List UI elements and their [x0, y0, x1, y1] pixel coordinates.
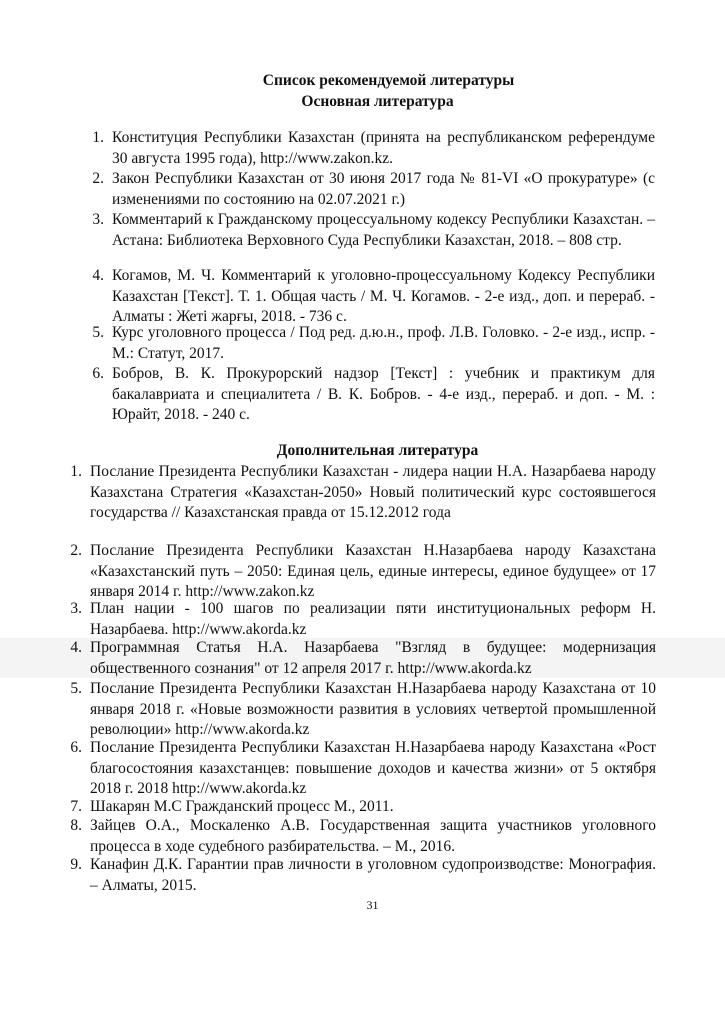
references-heading: Список рекомендуемой литературы	[262, 72, 515, 89]
item-number: 3.	[92, 211, 104, 228]
item-text: Шакарян М.С Гражданский процесс М., 2011.	[90, 798, 394, 815]
item-text: Канафин Д.К. Гарантии прав личности в уголовном судопроизводстве: Монография. – Алматы, 2015.	[90, 856, 656, 894]
list-item	[0, 638, 725, 678]
item-text: Когамов, М. Ч. Комментарий к уголовно-процессуальному Кодексу Республики Казахстан [Текст]. Т. 1. Общая часть / М. Ч. Когамов. - 2-е изд., доп. и перераб. - Алматы : Жеті жарғы, 2018. - 736 с.	[112, 267, 655, 325]
item-number: 9.	[70, 856, 82, 873]
item-text: Послание Президента Республики Казахстан - лидера нации Н.А. Назарбаева народу Казахстана Стратегия «Казахстан-2050» Новый политический курс состоявшегося государства // Казахстанская правда от 15.12.2012 года	[90, 463, 656, 521]
item-text: Послание Президента Республики Казахстан Н.Назарбаева народу Казахстана «Казахстанский путь – 2050: Единая цель, единые интересы, единое будущее» от 17 января 2014 г. http://www.zakon.kz	[90, 542, 656, 600]
item-text: Послание Президента Республики Казахстан Н.Назарбаева народу Казахстана от 10 января 2018 г. «Новые возможности развития в условиях четвертой промышленной революции» http://www.akorda.kz	[90, 680, 656, 738]
item-number: 7.	[70, 798, 82, 815]
item-number: 1.	[70, 463, 82, 480]
item-text: Послание Президента Республики Казахстан Н.Назарбаева народу Казахстана «Рост благосостояния казахстанцев: повышение доходов и качества жизни» от 5 октября 2018 г. 2018 http://www.akorda.kz	[90, 739, 656, 797]
item-number: 1.	[92, 129, 104, 146]
item-text: План нации - 100 шагов по реализации пяти институциональных реформ Н. Назарбаева. http://www.akorda.kz	[90, 600, 656, 638]
item-text: Курс уголовного процесса / Под ред. д.ю.н., проф. Л.В. Головко. - 2-е изд., испр. - М.: Статут, 2017.	[112, 324, 655, 362]
item-number: 2.	[70, 542, 82, 559]
item-number: 6.	[92, 365, 104, 382]
item-number: 5.	[70, 680, 82, 697]
item-number: 3.	[70, 600, 82, 617]
item-number: 6.	[70, 739, 82, 756]
item-text: Бобров, В. К. Прокурорский надзор [Текст] : учебник и практикум для бакалавриата и специалитета / В. К. Бобров. - 4-е изд., перераб. и доп. - М. : Юрайт, 2018. - 240 с.	[112, 365, 655, 423]
extra-literature-title: Дополнительная литература	[276, 442, 479, 459]
item-text: Зайцев О.А., Москаленко А.В. Государственная защита участников уголовного процесса в ходе судебного разбирательства. – М., 2016.	[90, 817, 656, 855]
page-number: 31	[366, 898, 379, 912]
item-number: 4.	[70, 639, 82, 656]
item-number: 5.	[92, 324, 104, 341]
item-text: Комментарий к Гражданскому процессуальному кодексу Республики Казахстан. – Астана: Библиотека Верховного Суда Республики Казахстан, 2018. – 808 стр.	[112, 211, 655, 249]
item-text: Конституция Республики Казахстан (принята на республиканском референдуме 30 августа 1995 года), http://www.zakon.kz.	[112, 129, 655, 167]
main-literature-title: Основная литература	[301, 93, 454, 110]
item-text: Закон Республики Казахстан от 30 июня 2017 года № 81-VI «О прокуратуре» (с изменениями по состоянию на 02.07.2021 г.)	[112, 170, 655, 208]
item-number: 2.	[92, 170, 104, 187]
item-number: 8.	[70, 817, 82, 834]
item-number: 4.	[92, 267, 104, 284]
item-text: Программная Статья Н.А. Назарбаева "Взгляд в будущее: модернизация общественного сознания" от 12 апреля 2017 г. http://www.akorda.kz	[90, 639, 656, 677]
